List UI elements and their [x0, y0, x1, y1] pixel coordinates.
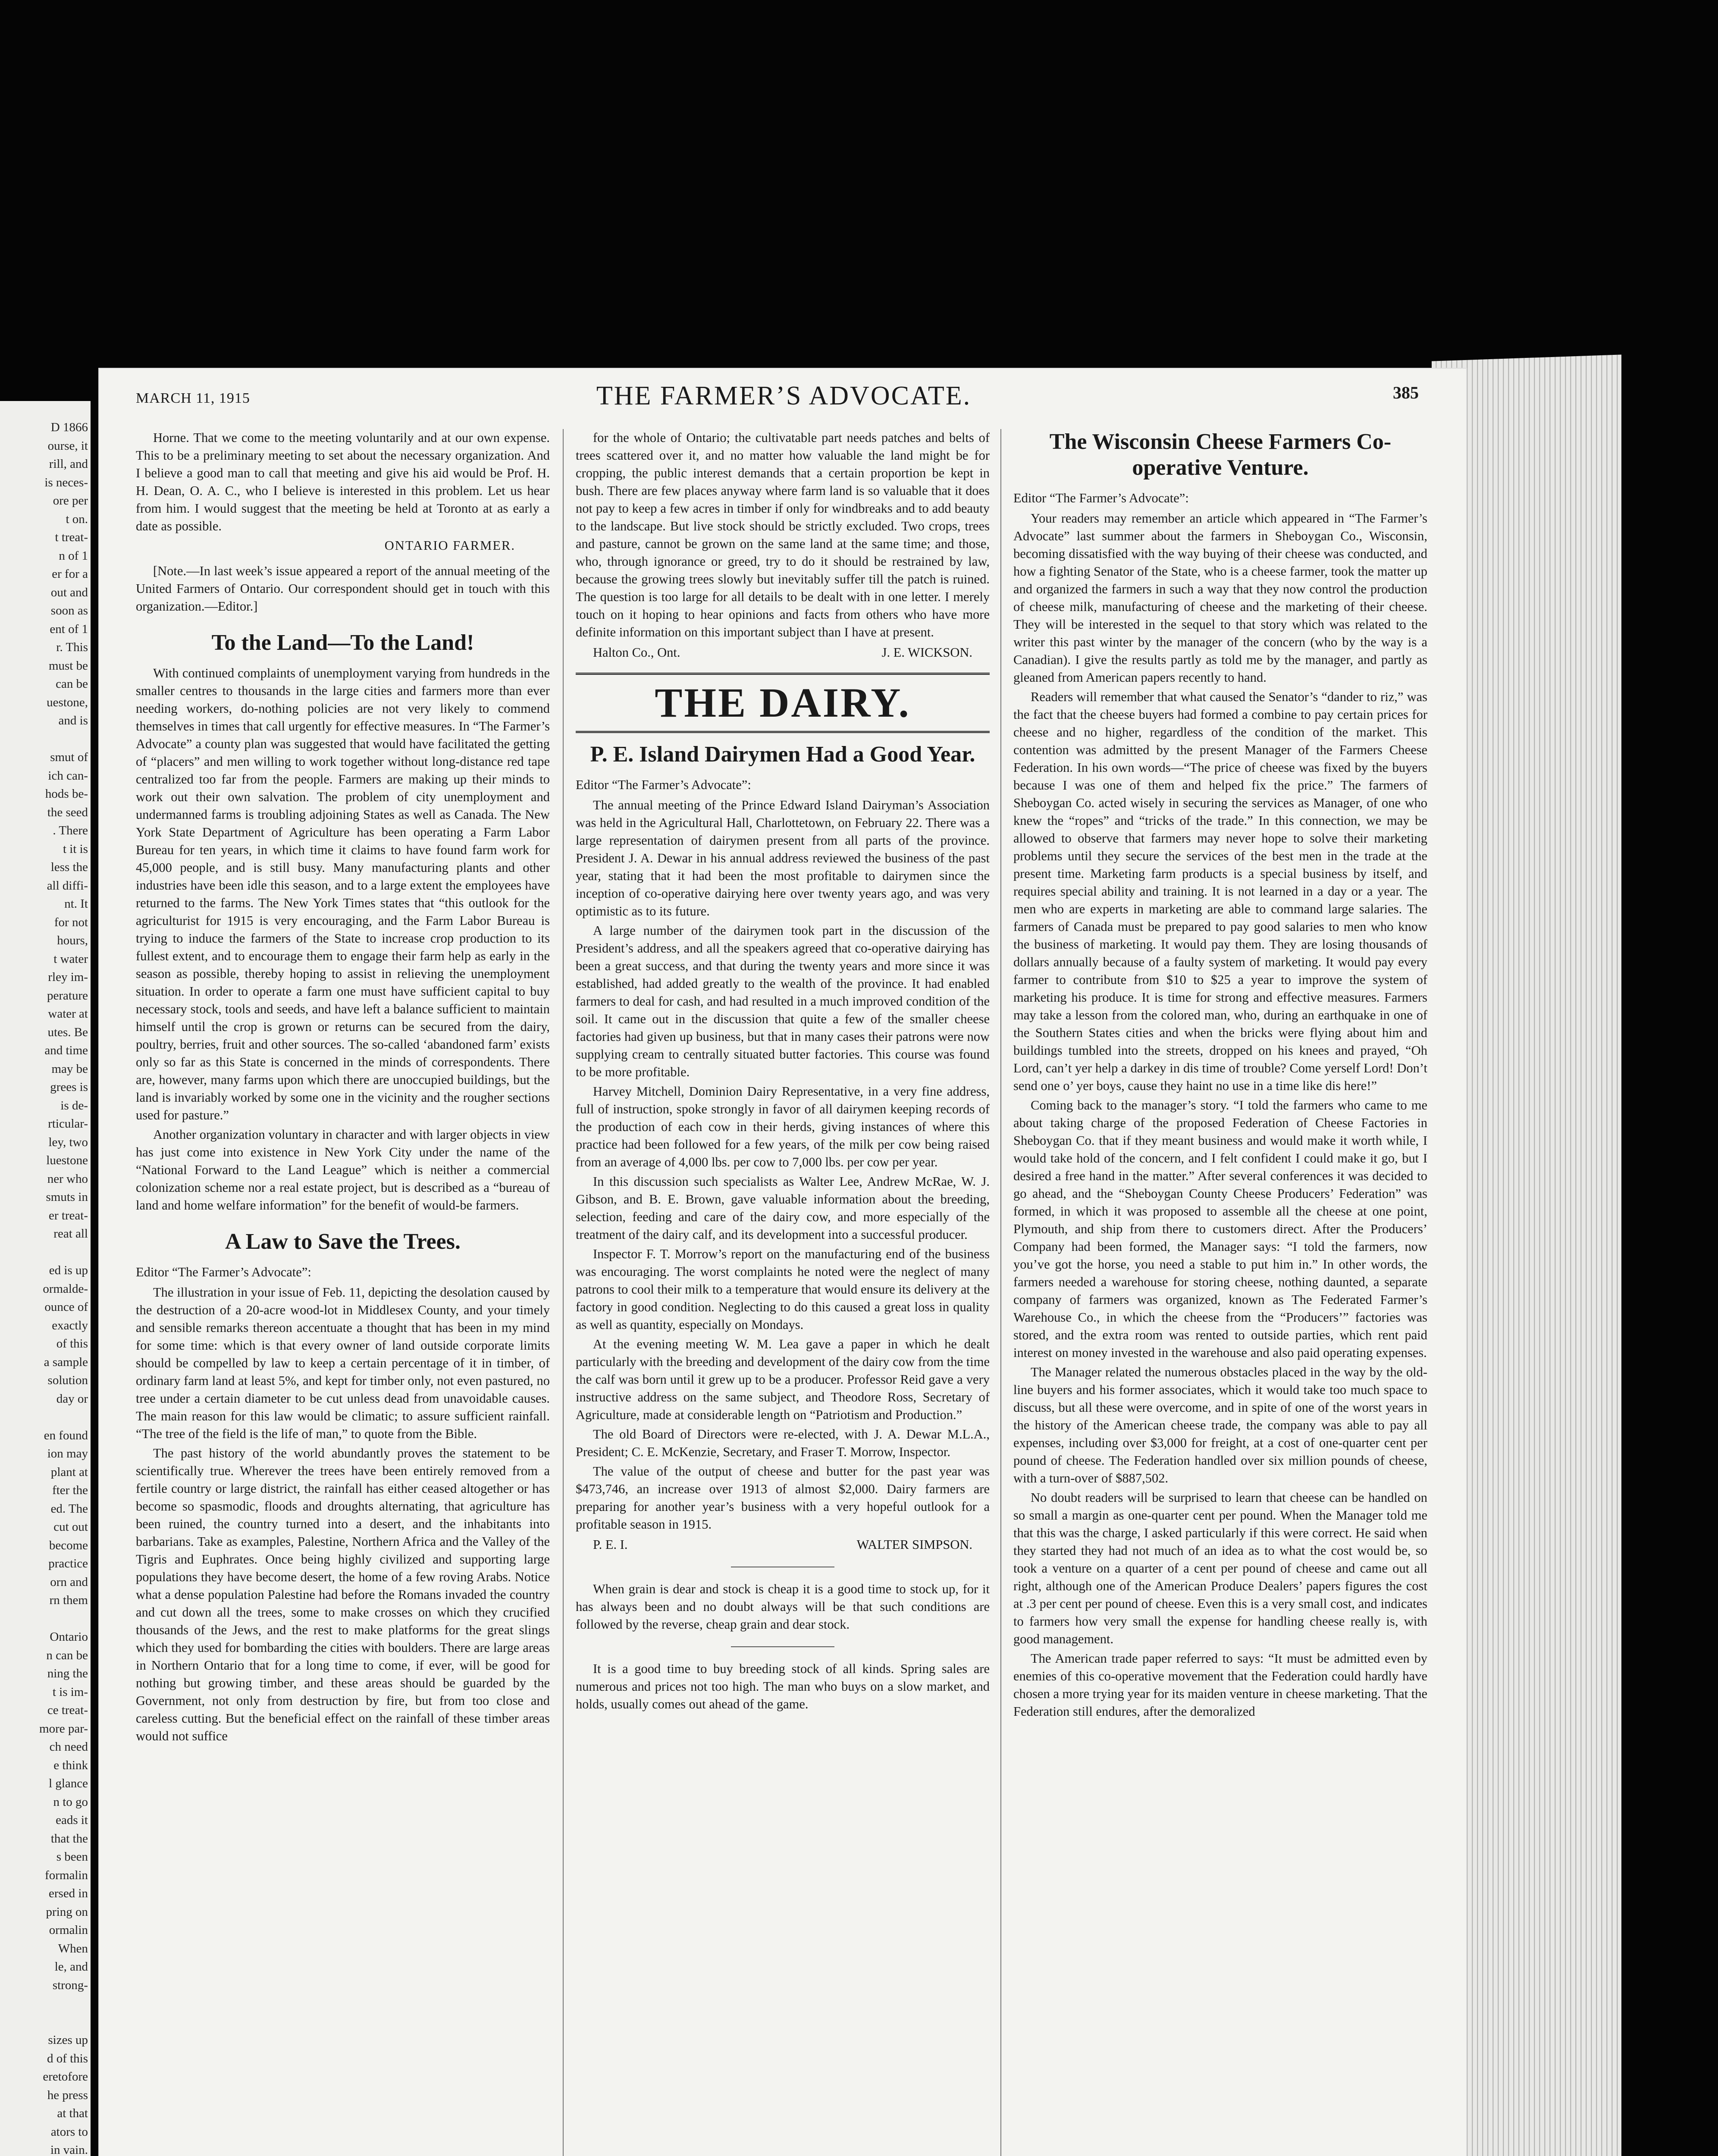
fragment-line: rley im-	[48, 970, 88, 984]
signature-name: J. E. WICKSON.	[881, 645, 972, 660]
fragment-line	[0, 1408, 88, 1426]
fragment-line: ormalde-	[43, 1282, 88, 1296]
fragment-line: exactly	[52, 1318, 88, 1332]
fragment-line: formalin	[45, 1868, 88, 1882]
fragment-line: is neces-	[44, 475, 88, 489]
fragment-line	[0, 1994, 88, 2013]
fragment-line: ersed in	[49, 1887, 88, 1900]
column-1	[136, 429, 550, 2156]
newspaper-page	[99, 369, 1466, 2156]
fragment-line: r. This	[56, 640, 88, 654]
fragment-line: rn them	[49, 1593, 88, 1607]
fragment-line: l glance	[49, 1777, 88, 1790]
article-signature-line	[576, 1536, 990, 1554]
letter-continuation	[576, 429, 990, 641]
fragment-line: all diffi-	[47, 878, 88, 893]
filler-paragraph: It is a good time to buy breeding stock of all kinds. Spring sales are numerous and prices not too high. The man who buys on a slow market, and holds, usually comes out ahead of the game.	[576, 1661, 990, 1711]
article-headline-trees: A Law to Save the Trees.	[225, 1229, 461, 1254]
fragment-line: en found	[44, 1428, 88, 1442]
fragment-line: smut of	[50, 750, 88, 764]
editor-salutation: Editor “The Farmer’s Advocate”:	[1013, 491, 1189, 505]
letter-continuation	[136, 429, 550, 535]
paragraph: The American trade paper referred to says: “It must be admitted even by enemies of this co-operative movement that the Federation could hardly have chosen a more trying year for its maiden venture in cheese marketing. That the Federation still endures, after the demoralized	[1013, 1651, 1427, 1719]
fragment-line: grees is	[50, 1080, 88, 1094]
fragment-line: ner who	[47, 1172, 88, 1186]
signature-place: Halton Co., Ont.	[593, 645, 680, 660]
separator-rule	[731, 1646, 834, 1647]
fragment-line: a sample	[44, 1355, 88, 1369]
fragment-line: nt. It	[64, 897, 88, 911]
paragraph: The past history of the world abundantly proves the statement to be scientifically true. Wherever the trees have been entirely removed from a fertile country or large district, the rainfall has either ceased altogether or has become so spasmodic, floods and droughts alternating, that agriculture has been ruined, the country turned into a desert, and the inhabitants into barbarians. Take as examples, Palestine, Northern Africa and the Valley of the Tigris and Euphrates. Once being highly civilized and supporting large populations they have become desert, the home of a few roving Arabs. Notice what a dense population Palestine had before the Romans invaded the country and cut down all the trees, some to make crosses on which they crucified thousands of the Jews, and the rest to make platforms for the great slings which they used for bombarding the cities with boulders. There are large areas in Northern Ontario that for a long time to come, if ever, will be good for nothing but growing timber, and these areas should be guarded by the Government, not only from destruction by fire, but from too close and careless cutting. But the beneficial effect on the rainfall of these timber areas would not suffice	[136, 1446, 550, 1743]
fragment-line: ning the	[47, 1667, 88, 1680]
fragment-line: t it is	[63, 842, 88, 856]
article-body-wisconsin	[1013, 510, 1427, 1720]
facing-page-text	[0, 418, 88, 2156]
letter-signature: ONTARIO FARMER.	[384, 538, 515, 553]
fragment-line: le, and	[54, 1960, 88, 1974]
signature-place: P. E. I.	[593, 1537, 628, 1552]
fragment-line: ormalin	[49, 1923, 88, 1937]
fragment-line: day or	[56, 1391, 88, 1406]
fragment-line: ich can-	[48, 768, 88, 783]
fragment-line: reat all	[53, 1227, 88, 1241]
fragment-line: he press	[47, 2088, 88, 2102]
paragraph: Readers will remember that what caused the Senator’s “dander to riz,” was the fact that the cheese buyers had formed a combine to pay certain prices for cheese and no higher, regardless of the condition of the market. This contention was admitted by the present Manager of the Farmers Cheese Federation. In his own words—“The price of cheese was fixed by the buyers because I was one of them and helped fix the price.” The farmers of Sheboygan Co. acted wisely in securing the services as Manager, of one who knew the “ropes” and “tricks of the trade.” In this connection, we may be allowed to observe that farmers may never hope to solve their marketing problems until they secure the services of the best men in the trade at the present time. Marketing farm products is a special business by itself, and requires special ability and training. It is not learned in a day or a year. The men who are experts in marketing are able to command large salaries. The farmers of Canada must be prepared to pay good salaries to men who know the business of marketing. It would pay them. They are losing thousands of dollars annually because of a faulty system of marketing. It would pay every farmer to contribute from $10 to $25 a year to improve the system of marketing his produce. It is time for strong and effective measures. Farmers may take a lesson from the colored man, who, during an earthquake in one of the Southern States cities and when the bricks were flying about him and buildings tumbled into the streets, dropped on his knees and prayed, “Oh Lord, can’t yer help a darkey in dis time of trouble? Come yerself Lord! Don’t send one o’ yer boys, cause they haint no use in a time like dis here!”	[1013, 689, 1427, 1093]
fragment-line: n can be	[46, 1648, 88, 1662]
fragment-line: er treat-	[49, 1208, 88, 1222]
fragment-line: plant at	[50, 1465, 88, 1479]
fragment-line: solution	[47, 1373, 88, 1387]
column-3	[1013, 429, 1427, 2156]
editor-note: [Note.—In last week’s issue appeared a report of the annual meeting of the United Farmers of Ontario. Our correspondent should get in touch with this organization.—Editor.]	[136, 564, 550, 614]
fragment-line: can be	[56, 677, 88, 691]
paragraph: With continued complaints of unemployment varying from hundreds in the smaller centres to thousands in the large cities and farmers more than ever needing workers, do-nothing policies are not very likely to commend themselves in times that call urgently for effective measures. In “The Farmer’s Advocate” a county plan was suggested that would have facilitated the getting of “placers” and men willing to work together without long-distance red tape centralized too far from the people. Farmers are making up their minds to work out their own salvation. The problem of city unemployment and undermanned farms is troubling adjoining States as well as Canada. The New York State Department of Agriculture has been operating a Farm Labor Bureau for ten years, in which time it claims to have found farm work for 45,000 people, and is still busy. Many manufacturing plants and other industries have been idle this season, and to a large extent the employees have returned to the farms. The New York Times states that “this outlook for the agriculturist for 1915 is very encouraging, and the Farm Labor Bureau is trying to induce the farmers of the State to increase crop production to its fullest extent, and to encourage them to engage their farm help as early in the season as possible, thereby hoping to assist in relieving the unemployment situation. In order to operate a farm one must have sufficient capital to buy necessary stock, tools and seeds, and have left a balance sufficient to maintain himself until the crop is grown or returns can be secured from the dairy, poultry, berries, fruit and other sources. The so-called ‘abandoned farm’ exists only so far as this State is concerned in the minds of correspondents. There are, however, many farms upon which there are unoccupied buildings, but the land is invariably worked by some one in the vicinity and the rougher sections used for pasture.”	[136, 666, 550, 1122]
fragment-line: hours,	[57, 934, 88, 947]
fragment-line: t treat-	[55, 530, 88, 544]
paragraph: The annual meeting of the Prince Edward Island Dairyman’s Association was held in the Agricultural Hall, Charlottetown, on February 22. There was a large representation of dairymen present from all parts of the province. President J. A. Dewar in his annual address reviewed the business of the past year, stating that it had been the most profitable to dairymen since the inception of co-operative dairying here over twenty years ago, and was very optimistic as to its future.	[576, 798, 990, 918]
fragment-line: s been	[56, 1850, 88, 1864]
paragraph: A large number of the dairymen took part in the discussion of the President’s address, and all the speakers agreed that co-operative dairying has been a great success, and that during the twenty years and more since it was established, had added greatly to the wealth of the province. It had enabled farmers to deal for cash, and had resulted in a much improved condition of the soil. It came out in the discussion that quite a few of the smaller cheese factories had given up business, but that in many cases their patrons were now supplying cream to centrally situated butter factories. This course was found to be more profitable.	[576, 923, 990, 1079]
fragment-line: ounce of	[44, 1300, 88, 1314]
fragment-line: fter the	[52, 1483, 88, 1497]
fragment-line: sizes up	[48, 2033, 88, 2047]
fragment-line: cut out	[53, 1520, 88, 1534]
paragraph: The value of the output of cheese and butter for the past year was $473,746, an increase over 1913 of almost $2,000. Dairy farmers are preparing for another year’s business with a very hopeful outlook for a profitable season in 1915.	[576, 1464, 990, 1532]
fragment-line: When	[58, 1941, 88, 1955]
fragment-line: . There	[53, 824, 88, 837]
page-number: 385	[1393, 383, 1419, 402]
fragment-line: d of this	[47, 2051, 88, 2065]
fragment-line: n to go	[53, 1795, 88, 1809]
paragraph: The Manager related the numerous obstacles placed in the way by the old-line buyers and his former associates, which it would take too much space to discuss, but all these were overcome, and in spite of one of the worst years in the history of the American cheese trade, the company was able to pay all expenses, including over $3,000 for freight, at a cost of one-quarter cent per pound of cheese. The Federation handled over six million pounds of cheese, with a turn-over of $887,502.	[1013, 1365, 1427, 1485]
fragment-line: the seed	[47, 805, 88, 819]
paragraph: Harvey Mitchell, Dominion Dairy Representative, in a very fine address, full of instruction, spoke strongly in favor of all dairymen keeping records of the production of each cow in their herds, giving instances of where this practice had been followed for a few years, of the milk per cow being raised from an average of 4,000 lbs. per cow to 7,000 lbs. per cow per year.	[576, 1084, 990, 1169]
paragraph: Your readers may remember an article which appeared in “The Farmer’s Advocate” last summer about the farmers in Sheboygan Co., Wisconsin, becoming dissatisfied with the way buying of their cheese was conducted, and how a fighting Senator of the State, who is a cheese farmer, took the matter up and organized the farmers in such a way that they now control the production of cheese milk, manufacturing of cheese and the marketing of their cheese. They will be interested in the sequel to that story which was related to the writer this past winter by the manager of the concern (who by the way is a Canadian). I give the results partly as told me by the manager, and partly as gleaned from American papers recently to hand.	[1013, 511, 1427, 685]
column-rule	[563, 429, 564, 2156]
fragment-line: uestone,	[47, 695, 88, 709]
fragment-line: eads it	[56, 1813, 88, 1827]
article-headline-pei: P. E. Island Dairymen Had a Good Year.	[590, 742, 975, 767]
fragment-line: n of 1	[59, 548, 88, 563]
fragment-line: water at	[48, 1007, 88, 1021]
fragment-line: ore per	[53, 494, 88, 508]
fragment-line: perature	[47, 988, 88, 1003]
article-headline-wisconsin: The Wisconsin Cheese Farmers Co-operative Venture.	[1049, 429, 1392, 480]
fragment-line: ent of 1	[50, 622, 88, 636]
fragment-line: more par-	[39, 1721, 88, 1736]
paragraph: At the evening meeting W. M. Lea gave a paper in which he dealt particularly with the breeding and development of the dairy cow from the time the calf was born until it grew up to be a producer. Professor Reid gave a very instructive address on the same subject, and Theodore Ross, Secretary of Agriculture, made at considerable length on “Patriotism and Production.”	[576, 1337, 990, 1422]
fragment-line: soon as	[50, 604, 88, 617]
fragment-line: eretofore	[43, 2070, 88, 2084]
facing-page-fragment	[0, 401, 91, 2156]
section-heading: THE DAIRY.	[576, 673, 990, 733]
article-body-trees	[136, 1284, 550, 1745]
paragraph: Inspector F. T. Morrow’s report on the manufacturing end of the business was encouraging. The worst complaints he noted were the neglect of many patrons to cool their milk to a temperature that would ensure its delivery at the factory in good condition. Neglecting to do this caused a great loss in quality as well as quantity, especially on Mondays.	[576, 1247, 990, 1332]
editor-salutation: Editor “The Farmer’s Advocate”:	[576, 777, 751, 792]
fragment-line: utes. Be	[47, 1025, 88, 1039]
paragraph: The old Board of Directors were re-elected, with J. A. Dewar M.L.A., President; C. E. McKenzie, Secretary, and Fraser T. Morrow, Inspector.	[576, 1427, 990, 1459]
article-headline-land: To the Land—To the Land!	[211, 630, 474, 655]
column-rule	[1000, 429, 1001, 2156]
fragment-line: orn and	[50, 1575, 88, 1589]
fragment-line: may be	[51, 1062, 88, 1076]
fragment-line: luestone	[46, 1153, 88, 1167]
fragment-line: pring on	[46, 1905, 88, 1919]
fragment-line: and is	[58, 714, 88, 727]
fragment-line: ch need	[49, 1740, 88, 1754]
letter-signature-line	[576, 644, 990, 661]
fragment-line: t is im-	[52, 1685, 88, 1699]
paragraph: In this discussion such specialists as Walter Lee, Andrew McRae, W. J. Gibson, and B. E. Brown, gave valuable information about the breeding, selection, feeding and care of the dairy cow, and more especially of the treatment of the dairy calf, and its development into a successful producer.	[576, 1174, 990, 1242]
fragment-line: ourse, it	[47, 439, 88, 453]
fragment-line: Ontario	[50, 1630, 88, 1644]
fragment-line: ators to	[50, 2125, 88, 2139]
paragraph: Coming back to the manager’s story. “I told the farmers who came to me about taking charge of the proposed Federation of Cheese Factories in Sheboygan Co. that if they meant business and would make it worth while, I would take hold of the concern, and I felt confident I could make it go, but I desired a free hand in the matter.” After several conferences it was decided to go ahead, and the “Sheboygan County Cheese Producers’ Federation” was formed, in which it was proposed to assemble all the cheese at one point, Plymouth, and ship from there to customers direct. After the Producers’ Company had been formed, the Manager says: “I told the farmers, now you’ve got the horse, you need a stable to put him in.” In other words, the farmers needed a warehouse for storing cheese, nothing daunted, a separate company of farmers was organized, known as The Federated Farmer’s Warehouse Co., in which the cheese from the “Producers’” factories was stored, and the extra room was rented to outside parties, which rent paid interest on money invested in the warehouse and also paid operating expenses.	[1013, 1098, 1427, 1360]
article-body-land	[136, 664, 550, 1214]
fragment-line: at that	[57, 2106, 88, 2120]
fragment-line: that the	[50, 1831, 88, 1846]
issue-date: MARCH 11, 1915	[136, 390, 250, 406]
fragment-line: is de-	[60, 1098, 88, 1112]
fragment-line: hods be-	[45, 787, 88, 801]
fragment-line: ed is up	[49, 1263, 88, 1277]
fragment-line: of this	[56, 1337, 88, 1351]
fragment-line: ed. The	[50, 1501, 88, 1516]
article-body-pei	[576, 796, 990, 1533]
fragment-line: e think	[53, 1758, 88, 1772]
fragment-line: smuts in	[46, 1190, 88, 1204]
fragment-line	[0, 1610, 88, 1628]
running-head	[136, 377, 1432, 412]
fragment-line: ion may	[47, 1447, 88, 1460]
paragraph: No doubt readers will be surprised to learn that cheese can be handled on so small a margin as one-quarter cent per pound. When the Manager told me that this was the charge, I asked particularly if this were correct. He said when they started they had not much of an idea as to what the cost would be, so took a venture on a quarter of a cent per pound of cheese and came out all right, although one of the American Produce Dealers’ papers figures the cost at .3 per cent per pound of cheese. Even this is a very small cost, and indicates to farmers how very small the expense for handling cheese really is, with good management.	[1013, 1490, 1427, 1646]
fragment-line: t water	[53, 952, 88, 966]
fragment-line	[0, 1243, 88, 1262]
fragment-line: rticular-	[48, 1117, 88, 1131]
fragment-line: rill, and	[49, 457, 88, 471]
fragment-line	[0, 2013, 88, 2031]
signature-name: WALTER SIMPSON.	[856, 1537, 972, 1552]
fragment-line: and time	[44, 1044, 88, 1057]
fragment-line: out and	[50, 585, 88, 599]
fragment-line: ce treat-	[47, 1703, 88, 1717]
fragment-line: ley, two	[48, 1135, 88, 1149]
fragment-line: practice	[48, 1557, 88, 1570]
fragment-line: er for a	[52, 567, 88, 581]
masthead-title: THE FARMER’S ADVOCATE.	[596, 381, 972, 411]
fragment-line: must be	[48, 658, 88, 673]
filler-paragraph: When grain is dear and stock is cheap it is a good time to stock up, for it has always been and no doubt always will be that such conditions are followed by the reverse, cheap grain and dear stock.	[576, 1582, 990, 1632]
paragraph: The illustration in your issue of Feb. 11, depicting the desolation caused by the destruction of a 20-acre wood-lot in Middlesex County, and your timely and sensible remarks thereon accentuate a thought that has been in my mind for some time: which is that every owner of land outside corporate limits should be compelled by law to keep a certain percentage of it in timber, of ordinary farm land at least 5%, and kept for timber only, not even pastured, no tree under a certain diameter to be cut unless dead from unavoidable causes. The main reason for this law would be climatic; to assure sufficient rainfall. “The tree of the field is the life of man,” to quote from the Bible.	[136, 1285, 550, 1441]
fragment-line: strong-	[52, 1978, 88, 1992]
fragment-line: in vain.	[50, 2143, 88, 2156]
paragraph: for the whole of Ontario; the cultivatable part needs patches and belts of trees scattered over it, and no matter how valuable the land might be for cropping, the public interest demands that a certain proportion be kept in bush. There are few places anyway where farm land is so valuable that it does not pay to keep a few acres in timber if only for windbreaks and to add beauty to the landscape. But live stock should be strictly excluded. Two crops, trees and pasture, cannot be grown on the same land at the same time; and those, who, through ignorance or greed, try to do it should be restrained by law, because the growing trees slowly but inevitably suffer till the patch is ruined. The question is too large for all details to be dealt with in one letter. I merely touch on it hoping to hear opinions and facts from others who have more definite information on this important subject than I have at present.	[576, 430, 990, 639]
editor-salutation: Editor “The Farmer’s Advocate”:	[136, 1265, 311, 1279]
column-2	[576, 429, 990, 2156]
fragment-line	[0, 730, 88, 749]
fragment-line: become	[49, 1538, 88, 1552]
fragment-line: D 1866	[50, 420, 88, 434]
paragraph: Another organization voluntary in character and with larger objects in view has just come into existence in New York City under the name of the “National Forward to the Land League” which is neither a commercial colonization scheme nor a real estate project, but is described as a “bureau of land and home welfare information” for the benefit of would-be farmers.	[136, 1127, 550, 1213]
fragment-line: less the	[50, 860, 88, 874]
fragment-line: for not	[54, 915, 88, 929]
paragraph: Horne. That we come to the meeting voluntarily and at our own expense. This to be a preliminary meeting to set about the necessary organization. And I believe a good man to call that meeting and give his aid would be Prof. H. H. Dean, O. A. C., who I believe is interested in this problem. Let us hear from him. I would suggest that the meeting be held at Toronto at as early a date as possible.	[136, 430, 550, 533]
fragment-line: t on.	[66, 512, 88, 526]
